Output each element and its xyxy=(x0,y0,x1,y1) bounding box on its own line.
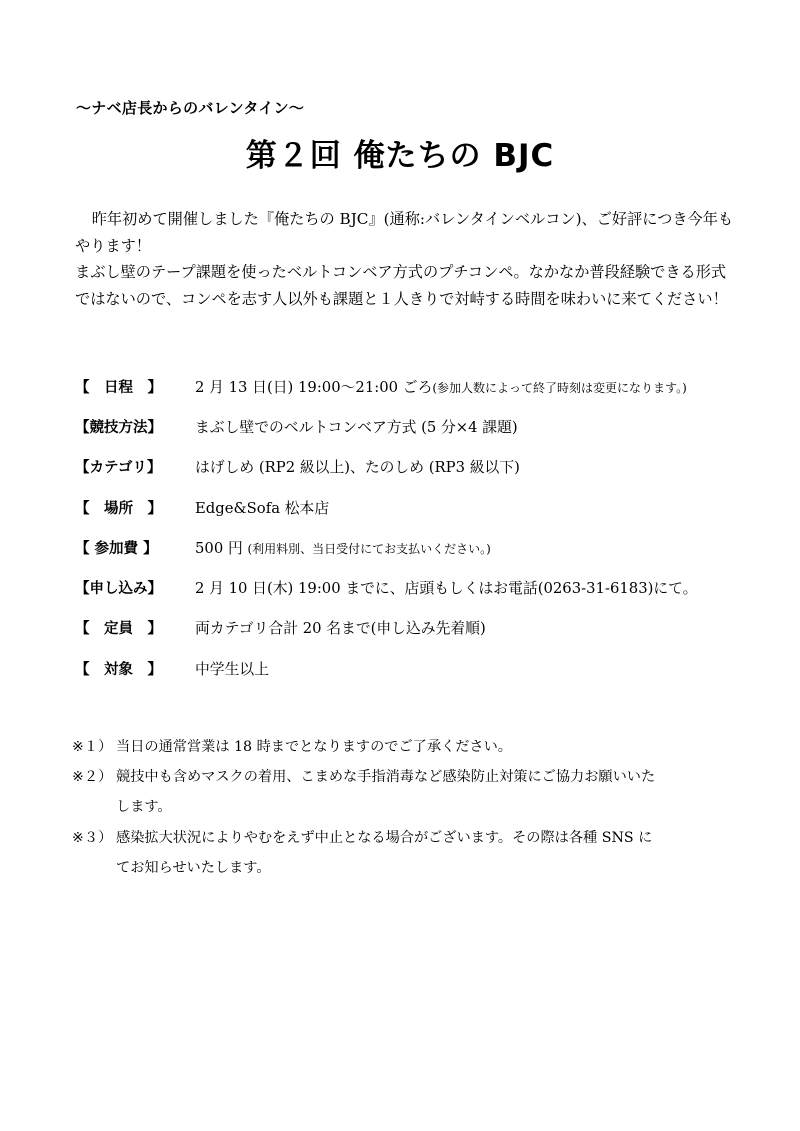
note-mark: ※２） xyxy=(72,769,113,785)
detail-value: 2 月 10 日(木) 19:00 までに、店頭もしくはお電話(0263-31-6183)にて。 xyxy=(195,579,698,597)
note-text: 感染拡大状況によりやむをえず中止となる場合がございます。その際は各種 SNS に xyxy=(116,830,653,846)
note-text: 競技中も含めマスクの着用、こまめな手指消毒など感染防止対策にご協力お願いいた xyxy=(116,769,656,785)
note-text-continued: します。 xyxy=(116,799,172,815)
detail-note: (利用料別、当日受付にてお支払いください。) xyxy=(247,541,491,556)
detail-row-fee xyxy=(75,535,491,559)
detail-row-capacity xyxy=(75,615,486,639)
detail-value: 中学生以上 xyxy=(195,660,269,678)
detail-row-format xyxy=(75,414,518,438)
detail-label: 【 場所 】 xyxy=(75,500,162,517)
detail-row-category xyxy=(75,454,520,478)
detail-value: はげしめ (RP2 級以上)、たのしめ (RP3 級以下) xyxy=(195,458,520,476)
detail-value: 2 月 13 日(日) 19:00〜21:00 ごろ(参加人数によって終了時刻は変更になります。) xyxy=(195,378,687,396)
detail-label: 【 対象 】 xyxy=(75,661,162,678)
detail-note: (参加人数によって終了時刻は変更になります。) xyxy=(432,380,687,395)
note-mark: ※１） xyxy=(72,739,113,755)
intro-text xyxy=(75,206,735,312)
page-title: 第２回 俺たちの BJC xyxy=(245,138,555,174)
note-text: 当日の通常営業は 18 時までとなりますのでご了承ください。 xyxy=(116,739,512,755)
note-item xyxy=(72,736,512,756)
detail-label: 【 参加費 】 xyxy=(75,540,158,557)
detail-value: Edge&Sofa 松本店 xyxy=(195,499,330,517)
note-text-continued: てお知らせいたします。 xyxy=(116,860,271,876)
note-item xyxy=(72,766,655,786)
detail-label: 【申し込み】 xyxy=(75,580,162,597)
detail-label: 【カテゴリ】 xyxy=(75,459,162,476)
intro-paragraph-1: 昨年初めて開催しました『俺たちの BJC』(通称:バレンタインベルコン)、ご好評につき今年もやります！ xyxy=(75,210,734,255)
detail-label: 【 定員 】 xyxy=(75,620,162,637)
note-mark: ※３） xyxy=(72,830,113,846)
detail-label: 【 日程 】 xyxy=(75,379,162,396)
note-item xyxy=(72,827,652,847)
intro-paragraph-2: まぶし壁のテープ課題を使ったベルトコンベア方式のプチコンペ。なかなか普段経験できる形式ではないので、コンペを志す人以外も課題と１人きりで対峙する時間を味わいに来てください！ xyxy=(75,263,728,308)
detail-row-application xyxy=(75,575,697,599)
subtitle: 〜ナベ店長からのバレンタイン〜 xyxy=(76,99,305,117)
detail-value: 500 円 (利用料別、当日受付にてお支払いください。) xyxy=(195,539,491,557)
detail-row-eligibility xyxy=(75,656,269,680)
detail-value: まぶし壁でのベルトコンベア方式 (5 分×4 課題) xyxy=(195,418,518,436)
detail-label: 【競技方法】 xyxy=(75,419,162,436)
detail-value: 両カテゴリ合計 20 名まで(申し込み先着順) xyxy=(195,619,486,637)
detail-row-schedule xyxy=(75,374,687,398)
detail-row-venue xyxy=(75,495,329,519)
